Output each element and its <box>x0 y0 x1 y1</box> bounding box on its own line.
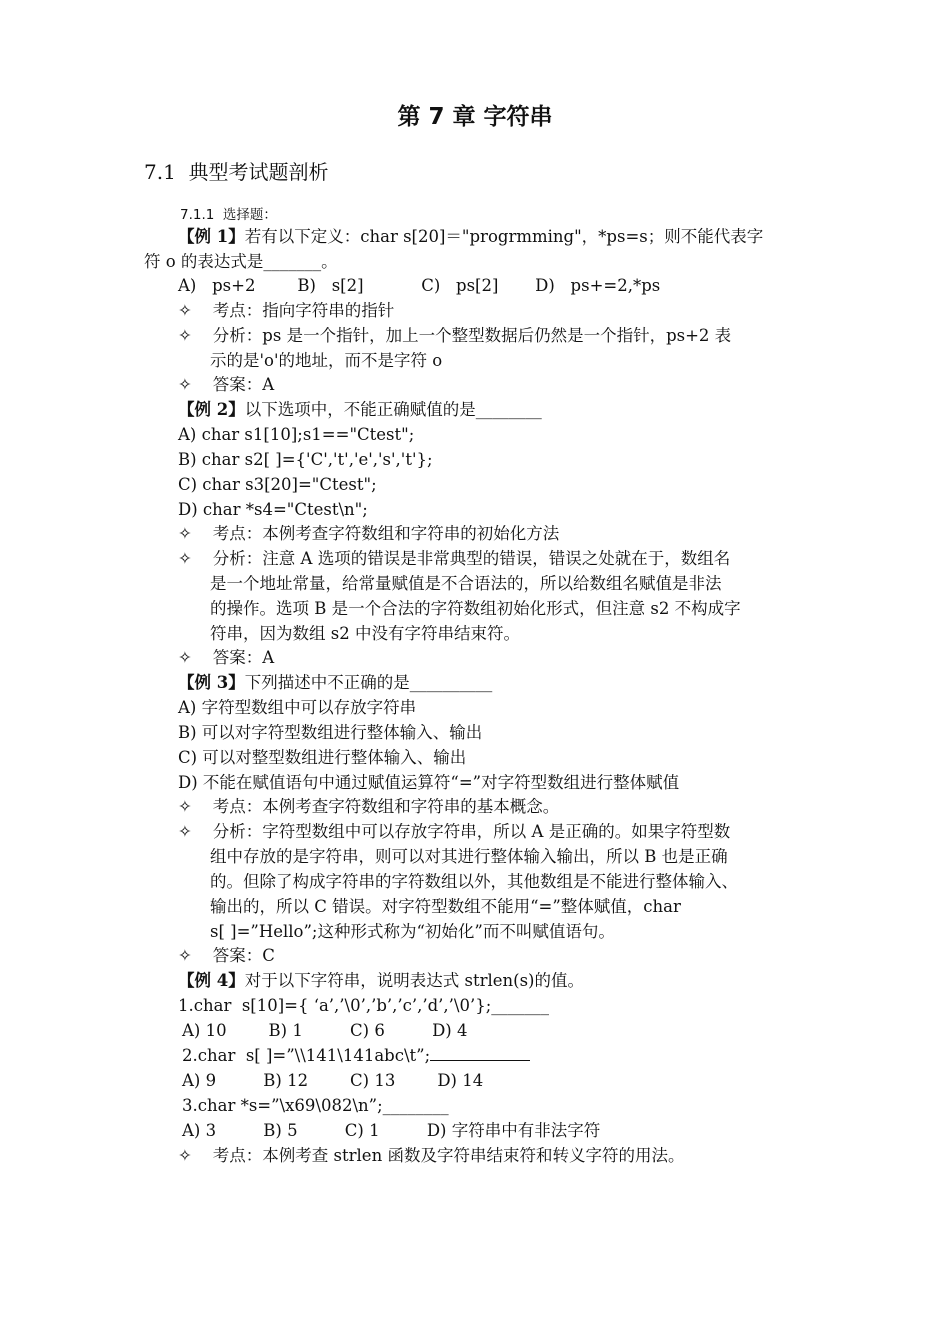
example-3-question <box>178 671 492 695</box>
example-2-answer: ✧ 答案：A <box>178 648 275 667</box>
example-2-analysis-line2: 是一个地址常量，给常量赋值是不合语法的，所以给数组名赋值是非法 <box>210 574 722 593</box>
example-4-item-3: 3.char *s=”\x69\082\n”;________ <box>182 1096 449 1115</box>
example-1-key-point: ✧ 考点：指向字符串的指针 <box>178 301 395 320</box>
example-4-item-1-options: A) 10 B) 1 C) 6 D) 4 <box>182 1021 468 1040</box>
answer-blank <box>430 1046 530 1061</box>
example-2-question <box>178 398 542 422</box>
example-2-option-c: C) char s3[20]="Ctest"; <box>178 475 377 494</box>
example-3-option-a: A) 字符型数组中可以存放字符串 <box>178 698 417 717</box>
example-3-analysis-line4: 输出的，所以 C 错误。对字符型数组不能用“=”整体赋值，char <box>210 897 681 916</box>
subsection-heading: 7.1.1 选择题： <box>180 207 277 223</box>
example-4-key-point: ✧ 考点：本例考查 strlen 函数及字符串结束符和转义字符的用法。 <box>178 1146 685 1165</box>
example-3-option-b: B) 可以对字符型数组进行整体输入、输出 <box>178 723 483 742</box>
example-3-option-d: D) 不能在赋值语句中通过赋值运算符“=”对字符型数组进行整体赋值 <box>178 773 680 792</box>
example-3-answer: ✧ 答案：C <box>178 946 275 965</box>
example-2-option-b: B) char s2[ ]={'C','t','e','s','t'}; <box>178 450 433 469</box>
example-3-analysis-line2: 组中存放的是字符串，则可以对其进行整体输入输出，所以 B 也是正确 <box>210 847 728 866</box>
example-2-option-d: D) char *s4="Ctest\n"; <box>178 500 368 519</box>
example-2-analysis-line4: 符串，因为数组 s2 中没有字符串结束符。 <box>210 624 520 643</box>
chapter-title: 第 7 章 字符串 <box>397 104 553 130</box>
example-1-tag: 【例 1】 <box>178 227 245 246</box>
example-1-question-cont: 符 o 的表达式是_______。 <box>144 252 338 271</box>
section-heading: 7.1 典型考试题剖析 <box>144 160 329 184</box>
example-3-option-c: C) 可以对整型数组进行整体输入、输出 <box>178 748 467 767</box>
example-4-item-2-text: 2.char s[ ]=”\\141\141abc\t”; <box>182 1046 431 1065</box>
example-4-item-3-options: A) 3 B) 5 C) 1 D) 字符串中有非法字符 <box>182 1121 601 1140</box>
example-1-text: 若有以下定义：char s[20]＝"progrmming"，*ps=s；则不能代表字 <box>244 227 764 246</box>
example-4-tag: 【例 4】 <box>178 971 245 990</box>
example-3-key-point: ✧ 考点：本例考查字符数组和字符串的基本概念。 <box>178 797 560 816</box>
example-3-tag: 【例 3】 <box>178 673 245 692</box>
example-3-analysis-line3: 的。但除了构成字符串的字符数组以外，其他数组是不能进行整体输入、 <box>210 872 738 891</box>
example-2-tag: 【例 2】 <box>178 400 245 419</box>
example-1-options: A) ps+2 B) s[2] C) ps[2] D) ps+=2,*ps <box>178 276 661 295</box>
example-4-question <box>178 969 584 993</box>
example-2-text: 以下选项中，不能正确赋值的是________ <box>244 400 542 419</box>
example-2-key-point: ✧ 考点：本例考查字符数组和字符串的初始化方法 <box>178 524 560 543</box>
example-2-analysis: ✧ 分析：注意 A 选项的错误是非常典型的错误，错误之处就在于，数组名 <box>178 549 731 568</box>
example-4-item-2-options: A) 9 B) 12 C) 13 D) 14 <box>182 1071 484 1090</box>
example-3-text: 下列描述中不正确的是__________ <box>244 673 493 692</box>
example-4-text: 对于以下字符串，说明表达式 strlen(s)的值。 <box>244 971 584 990</box>
example-2-option-a: A) char s1[10];s1=="Ctest"; <box>178 425 415 444</box>
example-4-item-1: 1.char s[10]={ ‘a’,’\0’,’b’,’c’,’d’,’\0’};_______ <box>178 996 550 1015</box>
example-4-item-2 <box>182 1044 530 1068</box>
example-3-analysis: ✧ 分析：字符型数组中可以存放字符串，所以 A 是正确的。如果字符型数 <box>178 822 731 841</box>
example-1-answer: ✧ 答案：A <box>178 375 275 394</box>
example-2-analysis-line3: 的操作。选项 B 是一个合法的字符数组初始化形式，但注意 s2 不构成字 <box>210 599 741 618</box>
example-1-analysis-cont: 示的是'o'的地址，而不是字符 o <box>210 351 443 370</box>
example-1-question <box>178 225 763 249</box>
example-1-analysis: ✧ 分析：ps 是一个指针，加上一个整型数据后仍然是一个指针，ps+2 表 <box>178 326 732 345</box>
example-3-analysis-line5: s[ ]=”Hello”;这种形式称为“初始化”而不叫赋值语句。 <box>210 922 615 941</box>
